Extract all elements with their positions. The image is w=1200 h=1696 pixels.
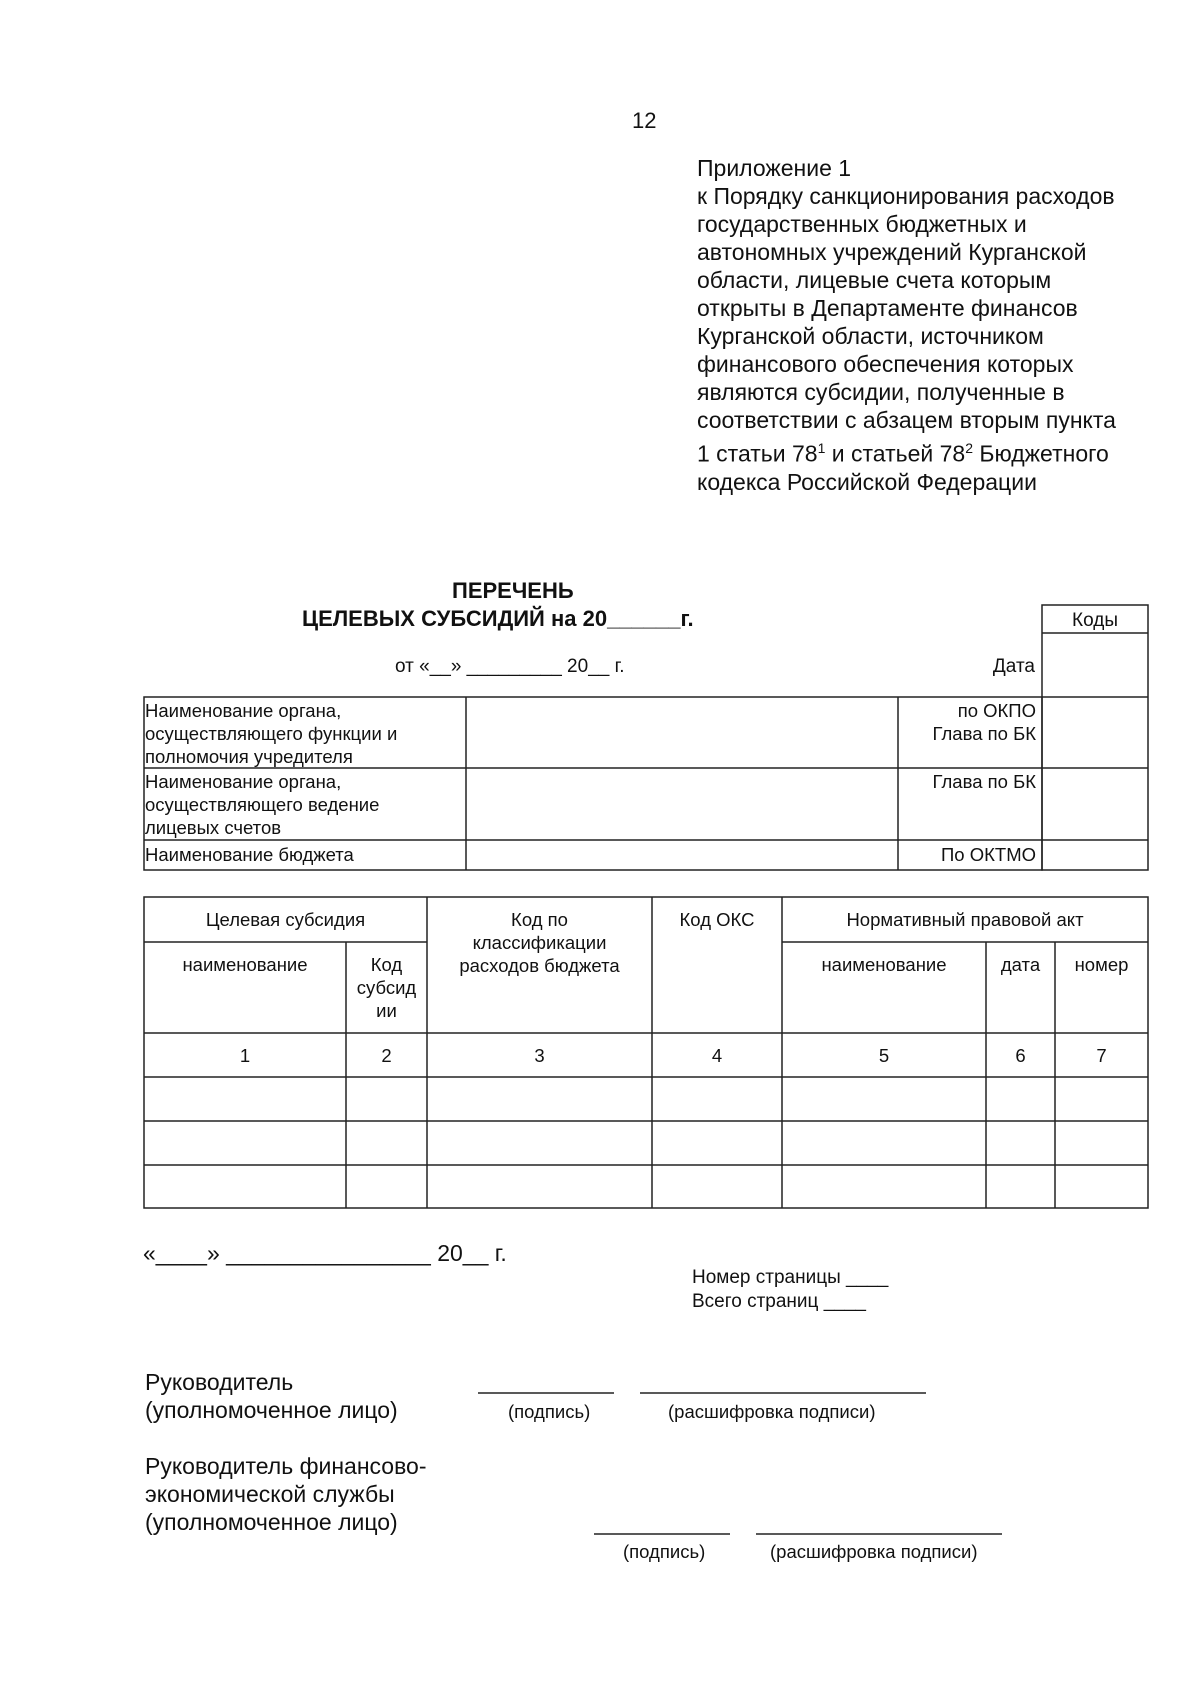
appendix-line: автономных учреждений Курганской	[697, 239, 1087, 265]
appendix-line: финансового обеспечения которых	[697, 351, 1074, 377]
column-number: 3	[534, 1045, 545, 1066]
org-row-founder-codes	[900, 699, 1036, 745]
appendix-text: 1 статьи 78	[697, 440, 818, 467]
column-number: 5	[878, 1045, 890, 1066]
signatory-line: (уполномоченное лицо)	[145, 1509, 398, 1535]
appendix-line: области, лицевые счета которым	[697, 267, 1052, 293]
header-target-subsidy: Целевая субсидия	[205, 909, 366, 930]
appendix-text: и статьей 78	[825, 440, 966, 467]
label-line: Наименование органа,	[145, 771, 342, 792]
header-oks: Код ОКС	[679, 909, 755, 930]
codes-box-border	[1042, 605, 1148, 870]
column-number: 7	[1096, 1045, 1107, 1066]
signatory-line: Руководитель	[145, 1369, 294, 1395]
signatory-line: экономической службы	[145, 1481, 395, 1507]
header-subsidy-name: наименование	[182, 954, 308, 975]
appendix-line: открыты в Департаменте финансов	[697, 295, 1078, 321]
signature-caption: (подпись)	[508, 1401, 591, 1422]
date-label: Дата	[992, 656, 1035, 677]
label-line: полномочия учредителя	[145, 746, 353, 767]
label-line: лицевых счетов	[145, 817, 282, 838]
document-date-line: от «__» _________ 20__ г.	[395, 656, 625, 677]
org-row-budget-codes	[900, 843, 1036, 866]
signatory-line: Руководитель финансово-	[145, 1453, 427, 1479]
signature-decode-caption: (расшифровка подписи)	[770, 1541, 978, 1562]
header-line: Код	[370, 954, 403, 975]
header-line: расходов бюджета	[459, 955, 620, 976]
org-row-budget-label	[145, 843, 465, 866]
header-act-name: наименование	[821, 954, 947, 975]
column-number: 6	[1015, 1045, 1026, 1066]
page-number-field: Номер страницы ____	[692, 1267, 889, 1288]
code-label: Глава по БК	[932, 723, 1036, 744]
signature-decode-caption: (расшифровка подписи)	[668, 1401, 876, 1422]
appendix-text: Бюджетного	[973, 440, 1109, 467]
header-subsidy-code	[346, 953, 427, 1022]
org-row-founder-label	[145, 699, 465, 768]
column-number: 1	[239, 1045, 251, 1066]
header-line: Код по	[511, 909, 568, 930]
code-label: по ОКПО	[957, 700, 1036, 721]
superscript: 1	[817, 440, 826, 456]
label-line: осуществляющего функции и	[145, 723, 398, 744]
total-pages-field: Всего страниц ____	[692, 1291, 866, 1312]
appendix-line: Приложение 1	[697, 155, 852, 181]
appendix-line: Курганской области, источником	[697, 323, 1044, 349]
footer-date: «____» ________________ 20__ г.	[143, 1240, 507, 1266]
header-line: субсид	[356, 977, 417, 998]
signature-caption: (подпись)	[623, 1541, 706, 1562]
org-row-accounts-codes	[900, 770, 1036, 793]
column-number: 2	[381, 1045, 392, 1066]
label-line: осуществляющего ведение	[145, 794, 380, 815]
codes-header: Коды	[1072, 610, 1118, 631]
signatory-line: (уполномоченное лицо)	[145, 1397, 398, 1423]
code-label: Глава по БК	[932, 771, 1036, 792]
header-act-date: дата	[1000, 954, 1041, 975]
document-title: ПЕРЕЧЕНЬ	[452, 578, 574, 603]
signatory-finance-head	[145, 1452, 427, 1536]
header-legal-act: Нормативный правовой акт	[846, 909, 1084, 930]
label-line: Наименование органа,	[145, 700, 342, 721]
label-line: Наименование бюджета	[145, 844, 354, 865]
page-number: 12	[632, 108, 657, 133]
document-subtitle: ЦЕЛЕВЫХ СУБСИДИЙ на 20______г.	[302, 606, 694, 631]
appendix-line: государственных бюджетных и	[697, 211, 1027, 237]
header-act-number: номер	[1074, 954, 1129, 975]
superscript: 2	[965, 440, 974, 456]
column-number: 4	[711, 1045, 723, 1066]
appendix-line: к Порядку санкционирования расходов	[697, 183, 1115, 209]
header-kbk	[427, 908, 652, 977]
appendix-line: соответствии с абзацем вторым пункта	[697, 407, 1116, 433]
appendix-line: кодекса Российской Федерации	[697, 468, 1037, 495]
appendix-line: являются субсидии, полученные в	[697, 379, 1065, 405]
header-line: ии	[376, 1000, 397, 1021]
org-row-accounts-label	[145, 770, 465, 839]
header-line: классификации	[472, 932, 607, 953]
signatory-head	[145, 1368, 398, 1424]
page-counter	[692, 1266, 888, 1314]
code-label: По ОКТМО	[941, 844, 1036, 865]
